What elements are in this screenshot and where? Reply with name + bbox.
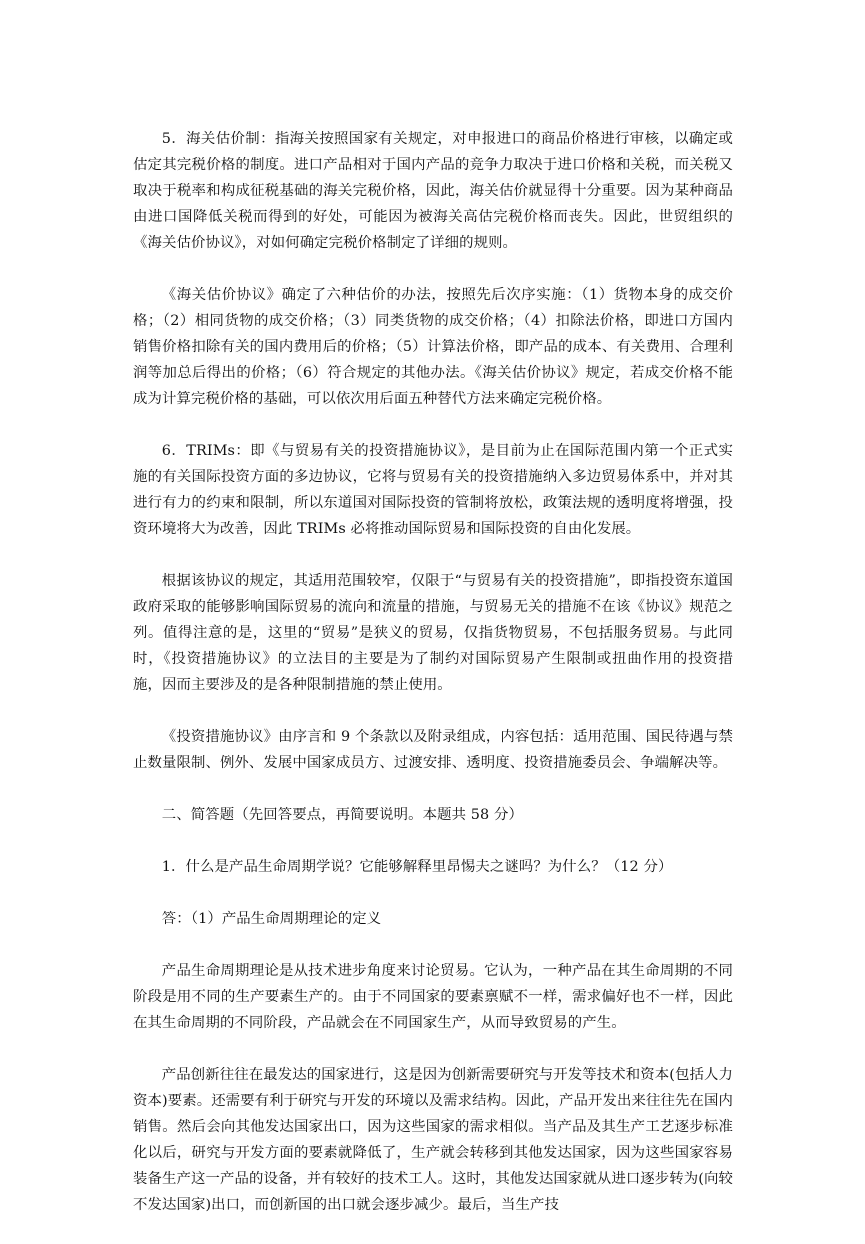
paragraph-product-life-cycle: 产品生命周期理论是从技术进步角度来讨论贸易。它认为，一种产品在其生命周期的不同阶段是用不同的生产要素生产的。由于不同国家的要素禀赋不一样，需求偏好也不一样，因此在其生命周期的不同阶段，产品就会在不同国家生产，从而导致贸易的产生。 [133,963,733,1031]
section-heading-short-answer: 二、简答题（先回答要点，再简要说明。本题共 58 分） [161,807,523,823]
document-page [133,126,733,1244]
paragraph-trims-contents: 《投资措施协议》由序言和 9 个条款以及附录组成，内容包括：适用范围、国民待遇与禁止数量限制、例外、发展中国家成员方、过渡安排、透明度、投资措施委员会、争端解决等。 [133,729,733,771]
paragraph-trims-scope: 根据该协议的规定，其适用范围较窄，仅限于“与贸易有关的投资措施”，即指投资东道国政府采取的能够影响国际贸易的流向和流量的措施，与贸易无关的措施不在该《协议》规范之列。值得注意的是，这里的“贸易”是狭义的贸易，仅指货物贸易，不包括服务贸易。与此同时，《投资措施协议》的立法目的主要是为了制约对国际贸易产生限制或扭曲作用的投资措施，因而主要涉及的是各种限制措施的禁止使用。 [133,573,733,693]
answer-1-heading: 答：（1）产品生命周期理论的定义 [161,911,382,927]
paragraph-product-innovation: 产品创新往往在最发达的国家进行，这是因为创新需要研究与开发等技术和资本(包括人力资本)要素。还需要有利于研究与开发的环境以及需求结构。因此，产品开发出来往往先在国内销售。然后会向其他发达国家出口，因为这些国家的需求相似。当产品及其生产工艺逐步标准化以后，研究与开发方面的要素就降低了，生产就会转移到其他发达国家，因为这些国家容易装备生产这一产品的设备，并有较好的技术工人。这时，其他发达国家就从进口逐步转为(向较不发达国家)出口，而创新国的出口就会逐步减少。最后，当生产技 [133,1067,733,1213]
paragraph-customs-valuation: 5．海关估价制：指海关按照国家有关规定，对申报进口的商品价格进行审核，以确定或估定其完税价格的制度。进口产品相对于国内产品的竞争力取决于进口价格和关税，而关税又取决于税率和构成征税基础的海关完税价格，因此，海关估价就显得十分重要。因为某种商品由进口国降低关税而得到的好处，可能因为被海关高估完税价格而丧失。因此，世贸组织的《海关估价协议》，对如何确定完税价格制定了详细的规则。 [133,131,733,251]
question-1: 1．什么是产品生命周期学说？它能够解释里昂惕夫之谜吗？为什么？（12 分） [161,859,673,875]
paragraph-trims: 6．TRIMs：即《与贸易有关的投资措施协议》，是目前为止在国际范围内第一个正式实施的有关国际投资方面的多边协议，它将与贸易有关的投资措施纳入多边贸易体系中，并对其进行有力的约束和限制，所以东道国对国际投资的管制将放松，政策法规的透明度将增强，投资环境将大为改善，因此 TRIMs 必将推动国际贸易和国际投资的自由化发展。 [133,443,733,537]
paragraph-valuation-methods: 《海关估价协议》确定了六种估价的办法，按照先后次序实施：（1）货物本身的成交价格；（2）相同货物的成交价格；（3）同类货物的成交价格；（4）扣除法价格，即进口方国内销售价格扣除有关的国内费用后的价格；（5）计算法价格，即产品的成本、有关费用、合理利润等加总后得出的价格；（6）符合规定的其他办法。《海关估价协议》规定，若成交价格不能成为计算完税价格的基础，可以依次用后面五种替代方法来确定完税价格。 [133,287,733,407]
